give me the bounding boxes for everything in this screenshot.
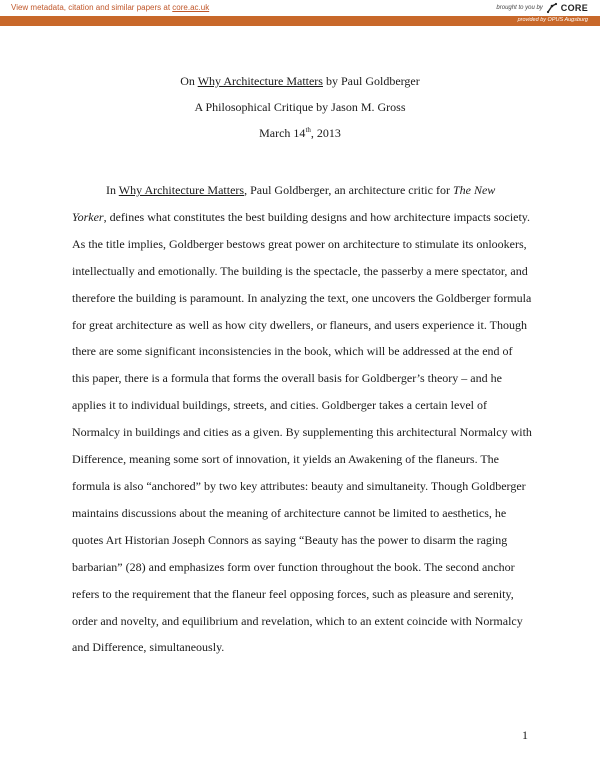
p1-magazine: The New Yorker	[72, 183, 496, 224]
date-line	[0, 120, 600, 146]
title-suffix: by Paul Goldberger	[322, 74, 420, 88]
document-body	[72, 177, 532, 661]
core-link-prefix: View metadata, citation and similar papers at	[11, 3, 173, 12]
subtitle-line: A Philosophical Critique by Jason M. Gross	[194, 100, 406, 114]
core-brand-name: CORE	[560, 3, 588, 13]
p1-book-title: Why Architecture Matters	[118, 183, 245, 197]
title-prefix: On	[180, 74, 198, 88]
core-provider-strip	[0, 16, 600, 26]
title-line	[0, 68, 600, 94]
p1-rest: , defines what constitutes the best building designs and how architecture impacts society. As the title implies, Goldberger bestows great power on architecture to stimulate its onlookers, intellectually and emotionally. The building is the spectacle, the passerby a mere spectator, and therefore the building is paramount. In analyzing the text, one uncovers the Goldberger formula for great architecture as well as how city dwellers, or flaneurs, and users experience it. Though there are some significant inconsistencies in the book, which will be addressed at the end of this paper, there is a formula that forms the overall basis for Goldberger’s theory – and he applies it to individual buildings, streets, and cities. Goldberger takes a certain level of Normalcy in buildings and cities as a given. By supplementing this architectural Normalcy with Difference, meaning some sort of innovation, it yields an Awakening of the flaneurs. The formula is also “anchored” by two key attributes: beauty and simultaneity. Though Goldberger maintains discussions about the meaning of architecture cannot be limited to aesthetics, he quotes Art Historian Joseph Connors as saying “Beauty has the power to disarm the raging barbarian” (28) and emphasizes form over function throughout the book. The second anchor refers to the requirement that the flaneur feel opposing forces, such as pleasure and serenity, order and novelty, and equilibrium and revelation, which to an extent coincide with Normalcy and Difference, simultaneously.	[72, 209, 532, 655]
title-book: Why Architecture Matters	[197, 74, 323, 88]
p1-intro: In	[106, 183, 119, 197]
core-metadata-link[interactable]	[11, 3, 209, 12]
date-sup: th	[305, 126, 311, 134]
core-link-domain: core.ac.uk	[172, 3, 210, 12]
p1-after-book: , Paul Goldberger, an architecture critic for	[244, 183, 453, 197]
page-number: 1	[522, 728, 528, 742]
core-banner	[0, 0, 600, 27]
date-post: , 2013	[310, 126, 341, 140]
paragraph-1	[72, 177, 532, 661]
document-header	[0, 68, 600, 146]
core-logo-icon	[546, 2, 558, 14]
date-pre: March 14	[259, 126, 306, 140]
brought-by-text: brought to you by	[496, 5, 543, 11]
provided-by-text: provided by OPUS Augsburg	[517, 17, 588, 23]
core-banner-top	[0, 0, 600, 16]
core-brand[interactable]	[496, 1, 588, 15]
